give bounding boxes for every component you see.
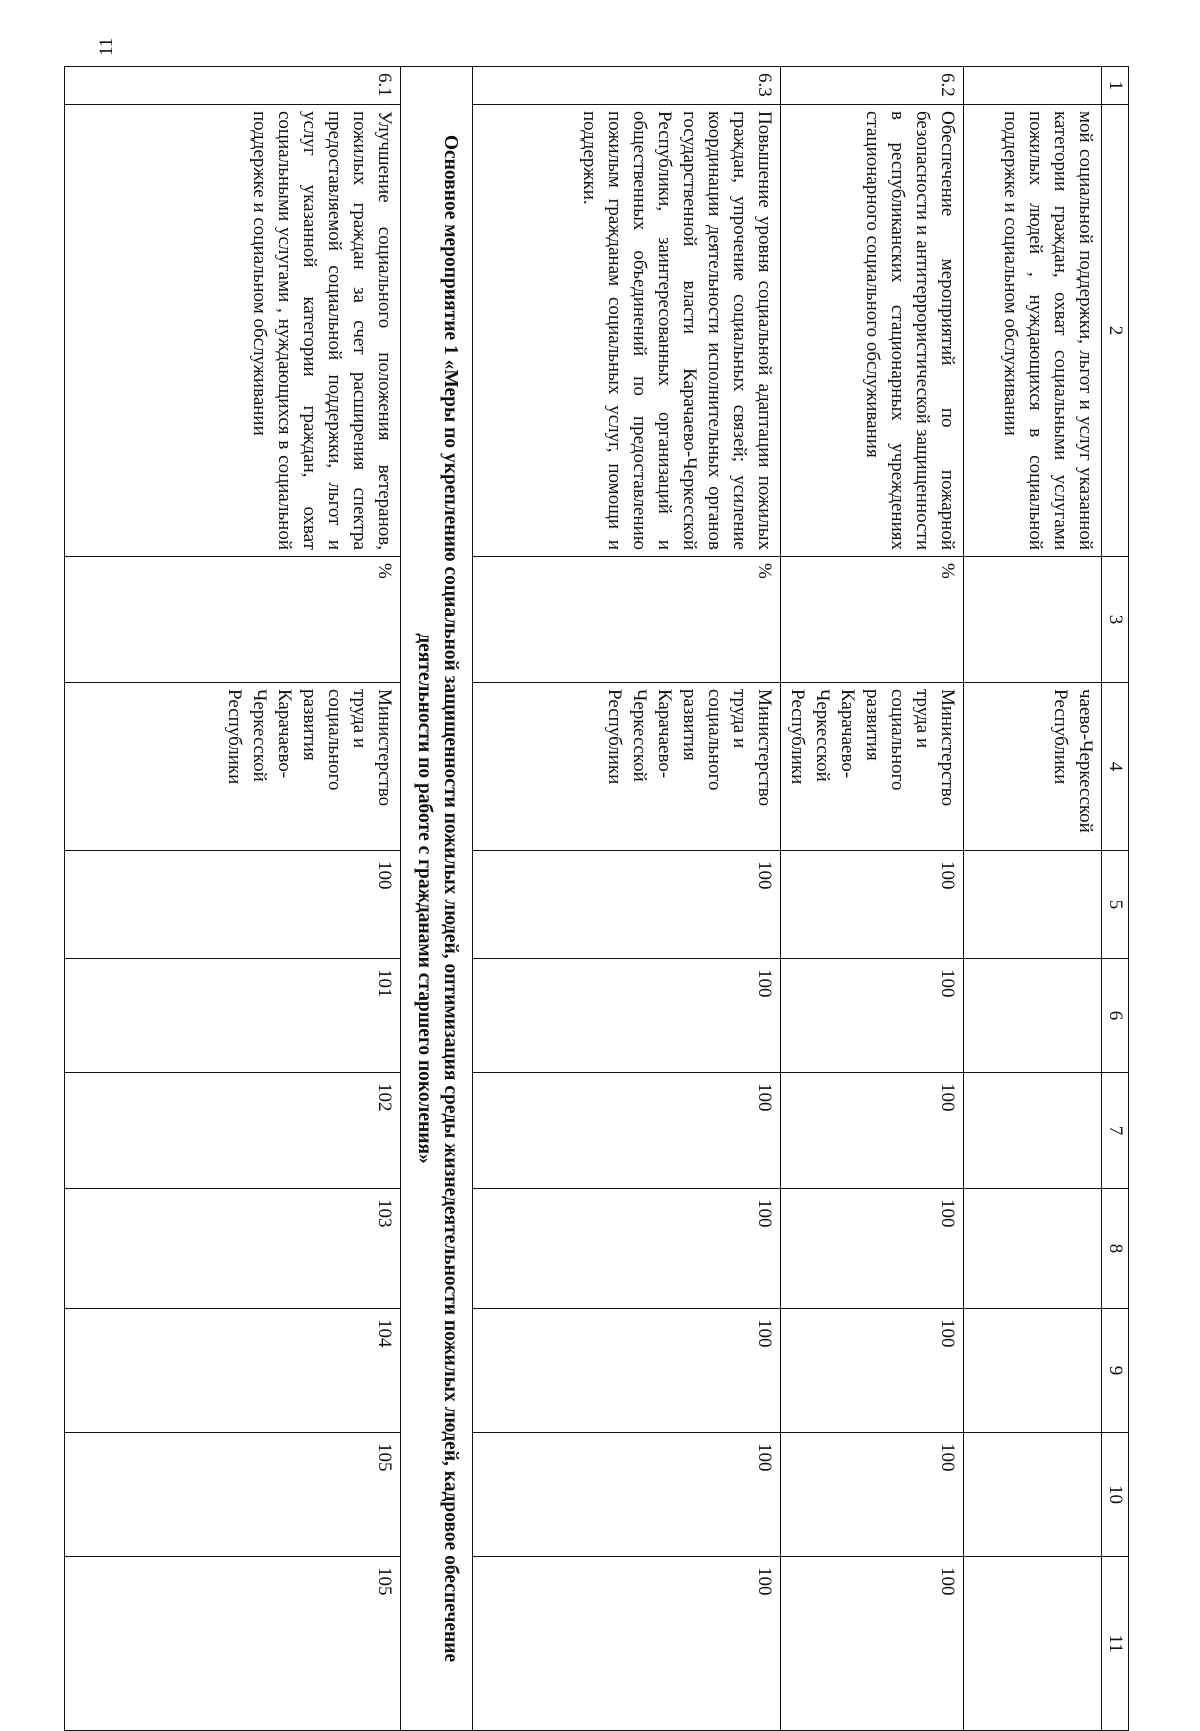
table-row (781, 67, 964, 1731)
value-cell: 100 (781, 1073, 964, 1189)
row-id: 6.2 (781, 67, 964, 105)
value-cell: 100 (473, 1189, 781, 1309)
value-cell: 104 (65, 1309, 401, 1433)
section-heading: Основное мероприятие 1 «Меры по укреплению социальной защищенности пожилых людей, оптимизация среды жизнедеятельности пожилых людей, кадровое обеспечение деятельности по работе с гражданами старшего поколения» (401, 67, 473, 1731)
indicator-description: мой социальной поддержки, льгот и услуг указанной категории граждан, охват социальными услугами пожилых людей , нуждающихся в социальной поддержке и социальном обслуживании (964, 105, 1102, 557)
unit: % (65, 557, 401, 683)
column-number-row (1102, 67, 1129, 1731)
row-id (964, 67, 1102, 105)
column-number: 5 (1102, 851, 1129, 959)
value-cell: 103 (65, 1189, 401, 1309)
executor: Министерство труда и социального развития Карачаево-Черкесской Республики (65, 683, 401, 851)
value-cell (964, 1433, 1102, 1557)
column-number: 7 (1102, 1073, 1129, 1189)
value-cell: 100 (781, 1557, 964, 1731)
value-cell: 100 (781, 959, 964, 1073)
value-cell: 100 (473, 851, 781, 959)
indicator-description: Повышение уровня социальной адаптации пожилых граждан, упрочение социальных связей; усиление координации деятельности исполнительных органов государственной власти Карачаево-Черкесской Республики, заинтересованных организаций и общественных объединений по предоставлению пожилым гражданам социальных услуг, помощи и поддержки. (473, 105, 781, 557)
executor: чаево-Черкесской Республики (964, 683, 1102, 851)
value-cell (964, 1309, 1102, 1433)
value-cell: 105 (65, 1557, 401, 1731)
indicator-description: Обеспечение мероприятий по пожарной безопасности и антитеррористической защищенности в республиканских стационарных учреждениях стационарного социального обслуживания (781, 105, 964, 557)
unit: % (781, 557, 964, 683)
executor: Министерство труда и социального развития Карачаево-Черкесской Республики (781, 683, 964, 851)
section-row (401, 67, 473, 1731)
column-number: 11 (1102, 1557, 1129, 1731)
rotated-page (119, 66, 1129, 1663)
table-row (964, 67, 1102, 1731)
unit: % (473, 557, 781, 683)
value-cell: 101 (65, 959, 401, 1073)
column-number: 8 (1102, 1189, 1129, 1309)
value-cell (964, 851, 1102, 959)
value-cell: 100 (473, 1557, 781, 1731)
value-cell: 100 (781, 1309, 964, 1433)
indicators-table (64, 66, 1129, 1731)
value-cell: 102 (65, 1073, 401, 1189)
value-cell: 100 (781, 1433, 964, 1557)
column-number: 6 (1102, 959, 1129, 1073)
value-cell: 105 (65, 1433, 401, 1557)
unit (964, 557, 1102, 683)
value-cell: 100 (473, 1309, 781, 1433)
value-cell: 100 (781, 1189, 964, 1309)
column-number: 10 (1102, 1433, 1129, 1557)
value-cell: 100 (65, 851, 401, 959)
value-cell (964, 1189, 1102, 1309)
page-number: 11 (96, 37, 117, 56)
executor: Министерство труда и социального развития Карачаево-Черкесской Республики (473, 683, 781, 851)
value-cell: 100 (473, 959, 781, 1073)
row-id: 6.1 (65, 67, 401, 105)
column-number: 9 (1102, 1309, 1129, 1433)
indicator-description: Улучшение социального положения ветеранов, пожилых граждан за счет расширения спектра предоставляемой социальной поддержки, льгот и услуг указанной категории граждан, охват социальными услугами , нуждающихся в социальной поддержке и социальном обслуживании (65, 105, 401, 557)
table-row (65, 67, 401, 1731)
column-number: 1 (1102, 67, 1129, 105)
value-cell: 100 (781, 851, 964, 959)
value-cell (964, 1557, 1102, 1731)
table-row (473, 67, 781, 1731)
row-id: 6.3 (473, 67, 781, 105)
column-number: 3 (1102, 557, 1129, 683)
value-cell (964, 959, 1102, 1073)
column-number: 4 (1102, 683, 1129, 851)
value-cell: 100 (473, 1433, 781, 1557)
value-cell (964, 1073, 1102, 1189)
value-cell: 100 (473, 1073, 781, 1189)
column-number: 2 (1102, 105, 1129, 557)
